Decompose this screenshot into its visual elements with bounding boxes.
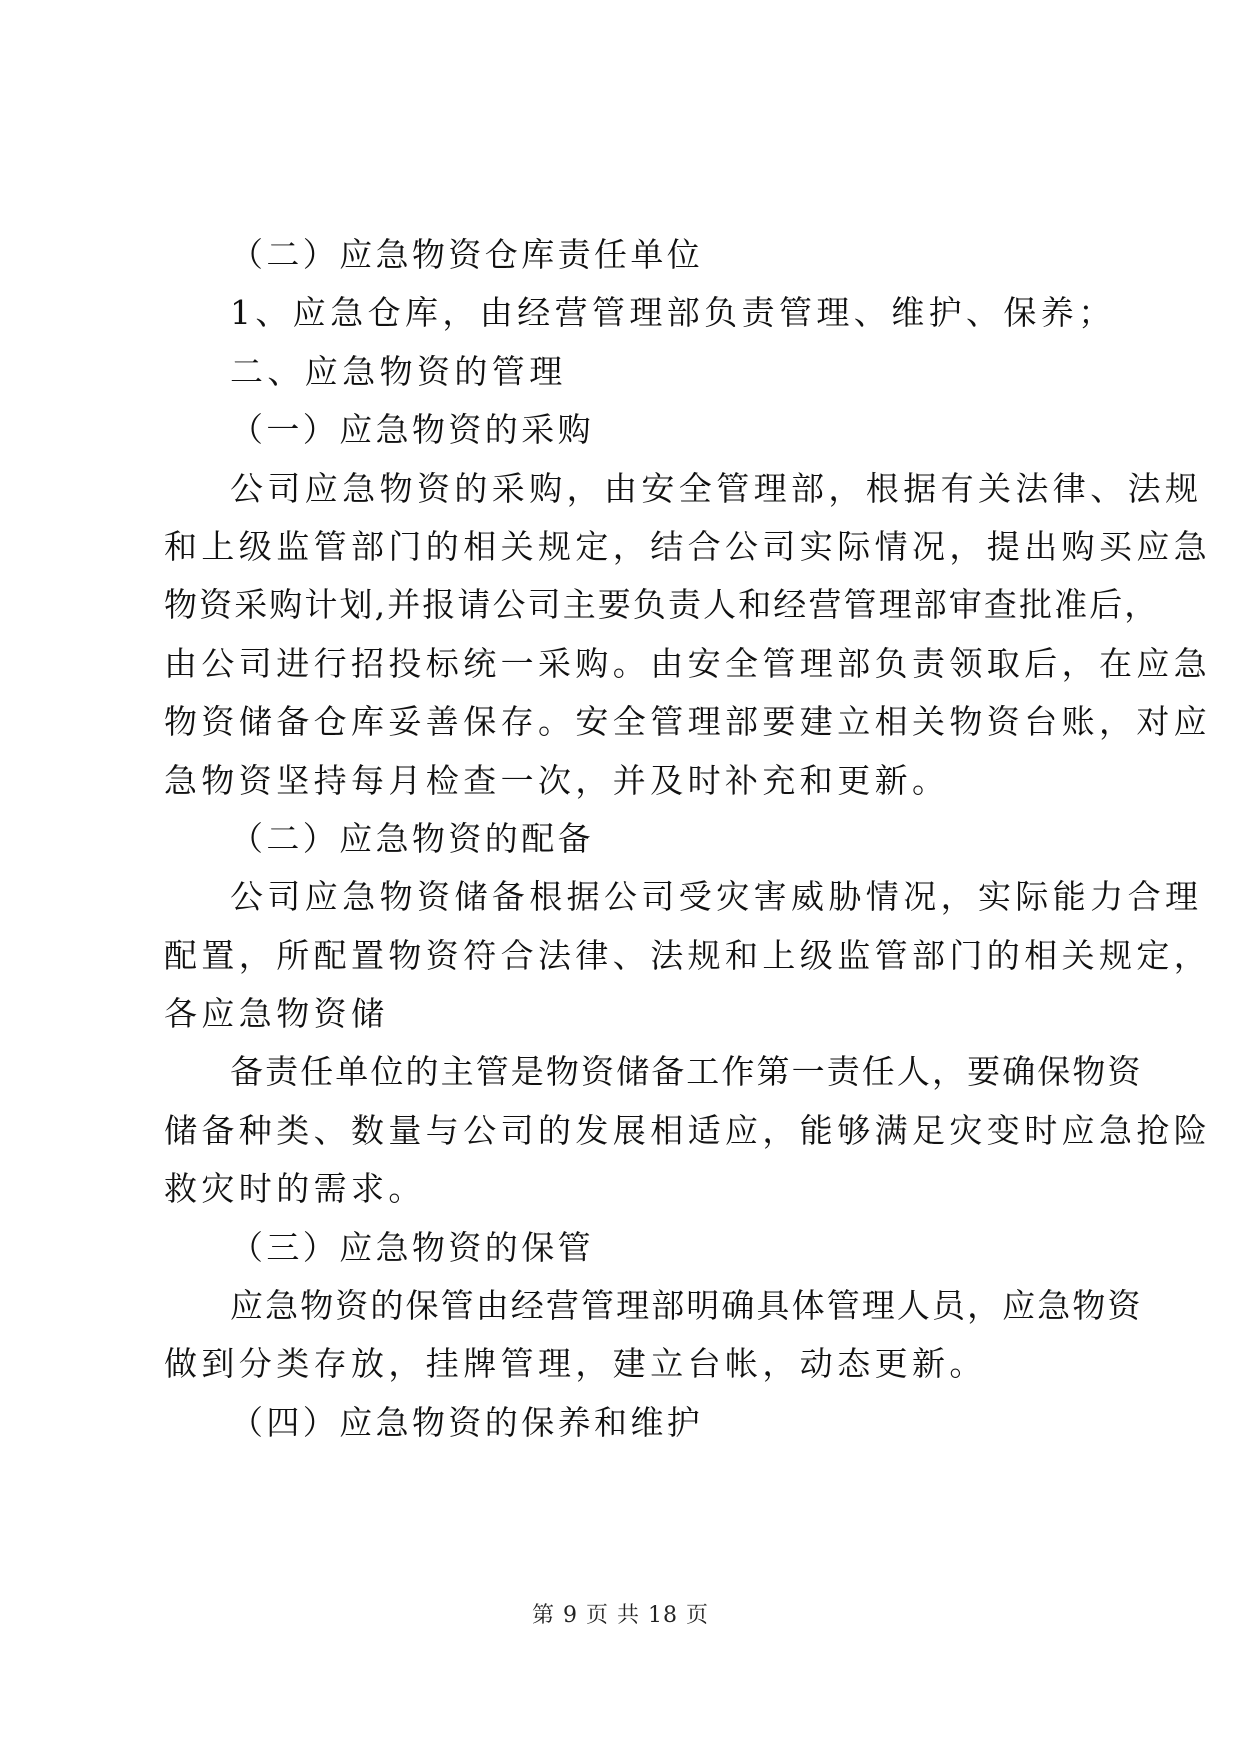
paragraph-line: 急物资坚持每月检查一次，并及时补充和更新。: [164, 760, 950, 800]
paragraph-line: 公司应急物资的采购，由安全管理部，根据有关法律、法规: [230, 468, 1203, 508]
paragraph-line: 储备种类、数量与公司的发展相适应，能够满足灾变时应急抢险: [164, 1110, 1212, 1150]
paragraph-line: 公司应急物资储备根据公司受灾害威胁情况，实际能力合理: [230, 877, 1203, 917]
paragraph-line: 做到分类存放，挂牌管理，建立台帐，动态更新。: [164, 1344, 987, 1384]
paragraph-line: 配置，所配置物资符合法律、法规和上级监管部门的相关规定，: [164, 935, 1212, 975]
paragraph-line: 和上级监管部门的相关规定，结合公司实际情况，提出购买应急: [164, 526, 1212, 566]
paragraph-line: 备责任单位的主管是物资储备工作第一责任人，要确保物资: [230, 1052, 1143, 1092]
section-heading-management: 二、应急物资的管理: [230, 351, 567, 391]
section-heading-storage: （三）应急物资的保管: [230, 1227, 594, 1267]
paragraph-line: 应急物资的保管由经营管理部明确具体管理人员，应急物资: [230, 1286, 1143, 1326]
paragraph-line: 救灾时的需求。: [164, 1169, 426, 1209]
paragraph-line: 由公司进行招投标统一采购。由安全管理部负责领取后，在应急: [164, 643, 1212, 683]
paragraph-line: 各应急物资储: [164, 994, 389, 1034]
section-heading-maintenance: （四）应急物资的保养和维护: [230, 1402, 704, 1442]
page-number-footer: 第 9 页 共 18 页: [532, 1603, 709, 1628]
section-heading-warehouse-responsibility: （二）应急物资仓库责任单位: [230, 235, 704, 274]
paragraph-line: 1、应急仓库，由经营管理部负责管理、维护、保养；: [230, 293, 1116, 333]
section-heading-equipment: （二）应急物资的配备: [230, 818, 594, 858]
document-body: [164, 226, 1212, 1452]
paragraph-line: 物资储备仓库妥善保存。安全管理部要建立相关物资台账，对应: [164, 702, 1212, 742]
section-heading-procurement: （一）应急物资的采购: [230, 410, 594, 450]
paragraph-line: 物资采购计划,并报请公司主要负责人和经营管理部审查批准后，: [164, 585, 1160, 625]
